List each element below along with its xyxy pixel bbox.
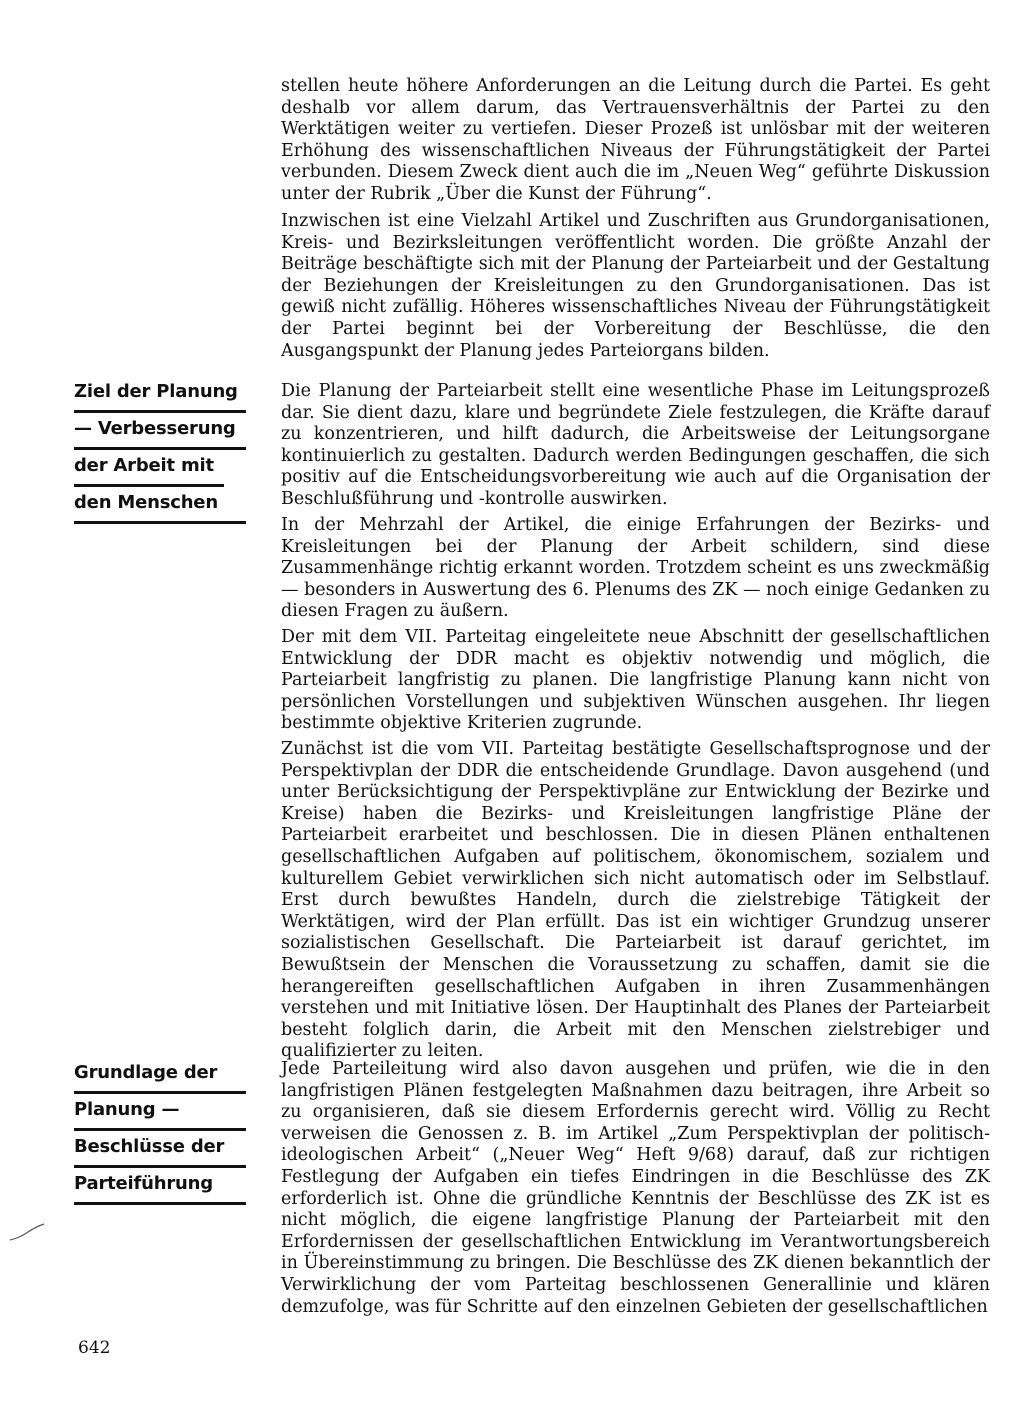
- pen-mark-squiggle: [8, 1222, 48, 1246]
- side-heading-line: Parteiführung: [74, 1172, 246, 1205]
- paragraph-1: stellen heute höhere Anforderungen an die Leitung durch die Partei. Es geht deshalb vor allem darum, das Vertrauensverhältnis der Partei zu den Werktätigen weiter zu vertiefen. Dieser Prozeß ist unlösbar mit der weiteren Erhöhung des wissenschaftlichen Niveaus der Führungstätigkeit der Partei verbunden. Diesem Zweck dient auch die im „Neuen Weg“ geführte Diskussion unter der Rubrik „Über die Kunst der Führung“.: [281, 76, 990, 204]
- paragraph-5: Der mit dem VII. Parteitag eingeleitete neue Abschnitt der gesellschaftlichen Entwicklung der DDR macht es objektiv notwendig und möglich, die Parteiarbeit langfristig zu planen. Die langfristige Planung kann nicht von persönlichen Vorstellungen und subjektiven Wünschen ausgehen. Ihr liegen bestimmte objektive Kriterien zugrunde.: [281, 627, 990, 734]
- page-number: 642: [78, 1338, 111, 1358]
- side-heading-line: Ziel der Planung: [74, 380, 246, 413]
- side-heading-line: — Verbesserung: [74, 417, 246, 450]
- side-heading-line: der Arbeit mit: [74, 454, 224, 487]
- side-heading-line: Planung —: [74, 1098, 246, 1131]
- side-heading-line: Grundlage der: [74, 1061, 246, 1094]
- side-heading-line: Beschlüsse der: [74, 1135, 246, 1168]
- paragraph-4: In der Mehrzahl der Artikel, die einige Erfahrungen der Bezirks- und Kreisleitungen bei der Planung der Arbeit schildern, sind diese Zusammenhänge richtig erkannt worden. Trotzdem scheint es uns zweckmäßig — besonders in Auswertung des 6. Plenums des ZK — noch einige Gedanken zu diesen Fragen zu äußern.: [281, 515, 990, 622]
- side-heading-basis: [74, 1061, 246, 1209]
- paragraph-6: Zunächst ist die vom VII. Parteitag bestätigte Gesellschaftsprognose und der Perspektivplan der DDR die entscheidende Grundlage. Davon ausgehend (und unter Berücksichtigung der Perspektivpläne zur Entwicklung der Bezirke und Kreise) haben die Bezirks- und Kreisleitungen langfristige Pläne der Parteiarbeit erarbeitet und beschlossen. Die in diesen Plänen enthaltenen gesellschaftlichen Aufgaben auf politischem, ökonomischem, sozialem und kulturellem Gebiet verwirklichen sich nicht automatisch oder im Selbstlauf. Erst durch bewußtes Handeln, durch die zielstrebige Tätigkeit der Werktätigen, wird der Plan erfüllt. Das ist ein wichtiger Grundzug unserer sozialistischen Gesellschaft. Die Parteiarbeit ist darauf gerichtet, im Bewußtsein der Menschen die Voraussetzung zu schaffen, damit sie die herangereiften gesellschaftlichen Aufgaben in ihren Zusammenhängen verstehen und mit Initiative lösen. Der Hauptinhalt des Planes der Parteiarbeit besteht folglich darin, die Arbeit mit den Menschen zielstrebiger und qualifizierter zu leiten.: [281, 739, 990, 1062]
- side-heading-goal: [74, 380, 246, 528]
- paragraph-7: Jede Parteileitung wird also davon ausgehen und prüfen, wie die in den langfristigen Plänen festgelegten Maßnahmen dazu beitragen, ihre Arbeit so zu organisieren, daß sie diesem Erfordernis gerecht wird. Völlig zu Recht verweisen die Genossen z. B. im Artikel „Zum Perspektivplan der politisch-ideologischen Arbeit“ („Neuer Weg“ Heft 9/68) darauf, daß zur richtigen Festlegung der Aufgaben ein tiefes Eindringen in die Beschlüsse des ZK erforderlich ist. Ohne die gründliche Kenntnis der Beschlüsse des ZK ist es nicht möglich, die eigene langfristige Planung der Parteiarbeit mit den Erfordernissen der gesellschaftlichen Entwicklung im Verantwortungsbereich in Übereinstimmung zu bringen. Die Beschlüsse des ZK dienen bekanntlich der Verwirklichung der vom Parteitag beschlossenen Generallinie und klären demzufolge, was für Schritte auf den einzelnen Gebieten der gesellschaftlichen: [281, 1059, 990, 1317]
- paragraph-2: Inzwischen ist eine Vielzahl Artikel und Zuschriften aus Grundorganisationen, Kreis- und Bezirksleitungen veröffentlicht worden. Die größte Anzahl der Beiträge beschäftigte sich mit der Planung der Parteiarbeit und der Gestaltung der Beziehungen der Kreisleitungen zu den Grundorganisationen. Das ist gewiß nicht zufällig. Höheres wissenschaftliches Niveau der Führungstätigkeit der Partei beginnt bei der Vorbereitung der Beschlüsse, die den Ausgangspunkt der Planung jedes Parteiorgans bilden.: [281, 211, 990, 361]
- side-heading-line: den Menschen: [74, 491, 246, 524]
- paragraph-3: Die Planung der Parteiarbeit stellt eine wesentliche Phase im Leitungsprozeß dar. Sie dient dazu, klare und begründete Ziele festzulegen, die Kräfte darauf zu konzentrieren, und hilft dadurch, die Arbeitsweise der Leitungsorgane kontinuierlich zu gestalten. Dadurch werden Bedingungen geschaffen, die sich positiv auf die Entscheidungsvorbereitung wie auch auf die Organisation der Beschlußführung und -kontrolle auswirken.: [281, 381, 990, 509]
